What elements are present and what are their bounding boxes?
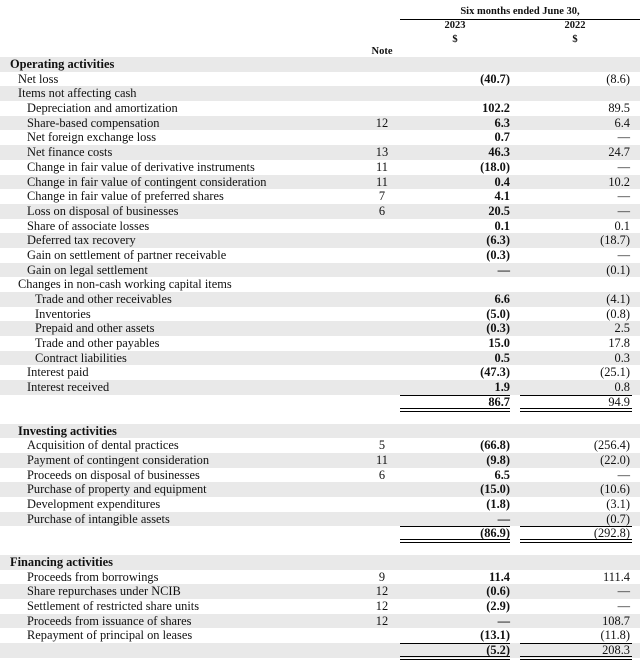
value-2023: 20.5: [488, 203, 510, 218]
value-2023: (6.3): [486, 233, 510, 248]
value-2023: 0.1: [494, 218, 510, 233]
table-row: [0, 86, 640, 101]
table-row: [0, 175, 640, 190]
note-ref: 12: [375, 115, 389, 130]
row-label: Development expenditures: [27, 496, 161, 511]
table-row: [0, 512, 640, 527]
note-ref: 12: [375, 613, 389, 628]
table-row: [0, 351, 640, 366]
table-row: [0, 599, 640, 614]
section-header-row: [0, 57, 640, 72]
value-2023: (0.3): [486, 247, 510, 262]
table-row: [0, 248, 640, 263]
row-label: Acquisition of dental practices: [27, 438, 179, 453]
table-row: [0, 584, 640, 599]
table-row: [0, 321, 640, 336]
value-2022: (4.1): [606, 292, 630, 306]
value-2023: (1.8): [486, 496, 510, 511]
row-label: Proceeds on disposal of businesses: [27, 467, 200, 482]
subtotal-top-rule: [400, 643, 510, 644]
table-row: [0, 380, 640, 395]
value-2023: 4.1: [494, 189, 510, 204]
value-2022: 208.3: [602, 643, 630, 658]
value-2023: 0.5: [494, 350, 510, 365]
value-2022: —: [617, 584, 630, 599]
section-title: Operating activities: [10, 57, 115, 71]
value-2022: (11.8): [600, 628, 630, 643]
value-2022: 0.8: [614, 380, 630, 395]
row-label: Gain on legal settlement: [27, 262, 148, 277]
note-ref: 11: [376, 159, 388, 174]
value-2023: (47.3): [480, 365, 510, 380]
table-row: [0, 482, 640, 497]
period-header: Six months ended June 30,: [460, 6, 580, 17]
value-2022: 111.4: [603, 569, 630, 584]
table-row: [0, 189, 640, 204]
value-2022: (18.7): [600, 233, 630, 248]
table-row: [0, 101, 640, 116]
value-2022: 6.4: [614, 115, 630, 130]
value-2023: (18.0): [480, 159, 510, 174]
value-2023: (9.8): [486, 452, 510, 467]
value-2022: (292.8): [593, 526, 630, 541]
cash-flow-table: [0, 57, 640, 658]
currency-2023: $: [452, 34, 458, 45]
value-2022: (3.1): [606, 496, 630, 511]
value-2023: —: [497, 262, 510, 277]
table-row: [0, 365, 640, 380]
value-2022: (0.8): [606, 306, 630, 321]
row-label: Contract liabilities: [35, 350, 127, 365]
note-ref: 11: [376, 174, 388, 189]
row-label: Interest paid: [27, 365, 89, 380]
value-2023: 102.2: [482, 101, 510, 116]
value-2022: (25.1): [600, 365, 630, 380]
subtotal-top-rule: [400, 526, 510, 527]
value-2023: (15.0): [480, 482, 510, 497]
value-2022: (22.0): [600, 452, 630, 467]
row-label: Depreciation and amortization: [27, 101, 178, 116]
table-row: [0, 277, 640, 292]
row-label: Purchase of property and equipment: [27, 482, 207, 497]
row-label: Purchase of intangible assets: [27, 511, 170, 526]
section-header-row: [0, 424, 640, 439]
value-2023: (2.9): [486, 599, 510, 614]
subtotal-double-rule: [520, 656, 632, 660]
value-2023: —: [497, 511, 510, 526]
note-ref: 5: [378, 438, 386, 453]
value-2023: (86.9): [480, 526, 510, 541]
value-2022: —: [617, 599, 630, 614]
row-label: Proceeds from issuance of shares: [27, 613, 192, 628]
subtotal-double-rule: [400, 656, 510, 660]
subtotal-row: [0, 526, 640, 541]
note-ref: 6: [378, 203, 386, 218]
table-row: [0, 263, 640, 278]
value-2023: (40.7): [480, 71, 510, 86]
value-2022: 0.3: [614, 350, 630, 365]
subtotal-row: [0, 395, 640, 410]
row-label: Share of associate losses: [27, 218, 150, 233]
row-label: Interest received: [27, 380, 110, 395]
row-label: Change in fair value of contingent consideration: [27, 174, 267, 189]
note-ref: 11: [376, 452, 388, 467]
value-2023: (0.6): [486, 584, 510, 599]
spacer-row: [0, 541, 640, 555]
section-title: Investing activities: [18, 423, 117, 438]
value-2023: 0.4: [494, 174, 510, 189]
value-2023: 6.5: [494, 467, 510, 482]
value-2022: —: [617, 130, 630, 145]
table-row: [0, 116, 640, 131]
value-2023: (0.3): [486, 321, 510, 336]
row-label: Net finance costs: [27, 145, 113, 160]
value-2023: (13.1): [480, 628, 510, 643]
row-label: Gain on settlement of partner receivable: [27, 247, 227, 262]
table-row: [0, 307, 640, 322]
note-ref: 12: [375, 599, 389, 614]
value-2023: (5.0): [486, 306, 510, 321]
note-ref: 7: [378, 189, 386, 204]
table-row: [0, 219, 640, 234]
value-2022: 10.2: [608, 174, 630, 189]
table-row: [0, 233, 640, 248]
row-label: Items not affecting cash: [18, 86, 137, 101]
value-2022: —: [617, 203, 630, 218]
value-2022: 89.5: [608, 101, 630, 116]
table-row: [0, 145, 640, 160]
note-ref: 12: [375, 584, 389, 599]
value-2022: (8.6): [606, 71, 630, 86]
value-2023: —: [497, 613, 510, 628]
value-2023: (66.8): [480, 438, 510, 453]
table-row: [0, 614, 640, 629]
column-header-2023: 2023: [444, 20, 466, 31]
row-label: Loss on disposal of businesses: [27, 203, 179, 218]
table-row: [0, 570, 640, 585]
note-ref: 13: [375, 145, 389, 160]
subtotal-row: [0, 643, 640, 658]
row-label: Settlement of restricted share units: [27, 599, 200, 614]
note-ref: 6: [378, 467, 386, 482]
table-row: [0, 468, 640, 483]
row-label: Net foreign exchange loss: [27, 130, 157, 145]
row-label: Inventories: [35, 306, 91, 321]
row-label: Change in fair value of preferred shares: [27, 189, 224, 204]
subtotal-top-rule: [520, 643, 632, 644]
value-2023: (5.2): [486, 643, 510, 658]
table-row: [0, 204, 640, 219]
value-2023: 15.0: [488, 336, 510, 351]
value-2022: (0.7): [606, 511, 630, 526]
row-label: Prepaid and other assets: [35, 321, 155, 336]
subtotal-top-rule: [520, 526, 632, 527]
table-row: [0, 497, 640, 512]
currency-2022: $: [572, 34, 578, 45]
value-2023: 11.4: [489, 569, 510, 584]
note-column-header: Note: [371, 46, 393, 57]
row-label: Payment of contingent consideration: [27, 452, 210, 467]
table-row: [0, 160, 640, 175]
section-title: Financing activities: [10, 555, 113, 569]
value-2022: —: [617, 159, 630, 174]
value-2022: (256.4): [593, 438, 630, 453]
spacer-row: [0, 410, 640, 424]
value-2022: (10.6): [600, 482, 630, 497]
value-2022: 108.7: [602, 613, 630, 628]
table-row: [0, 453, 640, 468]
row-label: Deferred tax recovery: [27, 233, 136, 248]
note-ref: 9: [378, 569, 386, 584]
row-label: Repayment of principal on leases: [27, 628, 193, 643]
value-2023: 6.3: [494, 115, 510, 130]
table-row: [0, 292, 640, 307]
value-2022: (0.1): [606, 262, 630, 277]
row-label: Change in fair value of derivative instruments: [27, 159, 255, 174]
row-label: Proceeds from borrowings: [27, 569, 159, 584]
value-2023: 1.9: [494, 380, 510, 395]
table-row: [0, 438, 640, 453]
value-2022: 24.7: [608, 145, 630, 160]
row-label: Net loss: [18, 71, 59, 86]
value-2023: 0.7: [494, 130, 510, 145]
row-label: Share repurchases under NCIB: [27, 584, 181, 599]
section-header-row: [0, 555, 640, 570]
value-2022: 94.9: [608, 394, 630, 409]
column-header-2022: 2022: [564, 20, 586, 31]
value-2022: —: [617, 467, 630, 482]
value-2022: 2.5: [614, 321, 630, 336]
table-row: [0, 72, 640, 87]
value-2022: 17.8: [608, 336, 630, 351]
subtotal-top-rule: [520, 395, 632, 396]
value-2023: 46.3: [488, 145, 510, 160]
value-2022: —: [617, 189, 630, 204]
value-2022: 0.1: [614, 218, 630, 233]
row-label: Trade and other payables: [35, 336, 160, 351]
value-2023: 6.6: [494, 292, 510, 306]
value-2023: 86.7: [488, 394, 510, 409]
row-label: Changes in non-cash working capital items: [18, 277, 232, 292]
row-label: Trade and other receivables: [35, 292, 172, 306]
table-row: [0, 628, 640, 643]
subtotal-top-rule: [400, 395, 510, 396]
value-2022: —: [617, 247, 630, 262]
table-row: [0, 336, 640, 351]
row-label: Share-based compensation: [27, 115, 160, 130]
table-row: [0, 130, 640, 145]
